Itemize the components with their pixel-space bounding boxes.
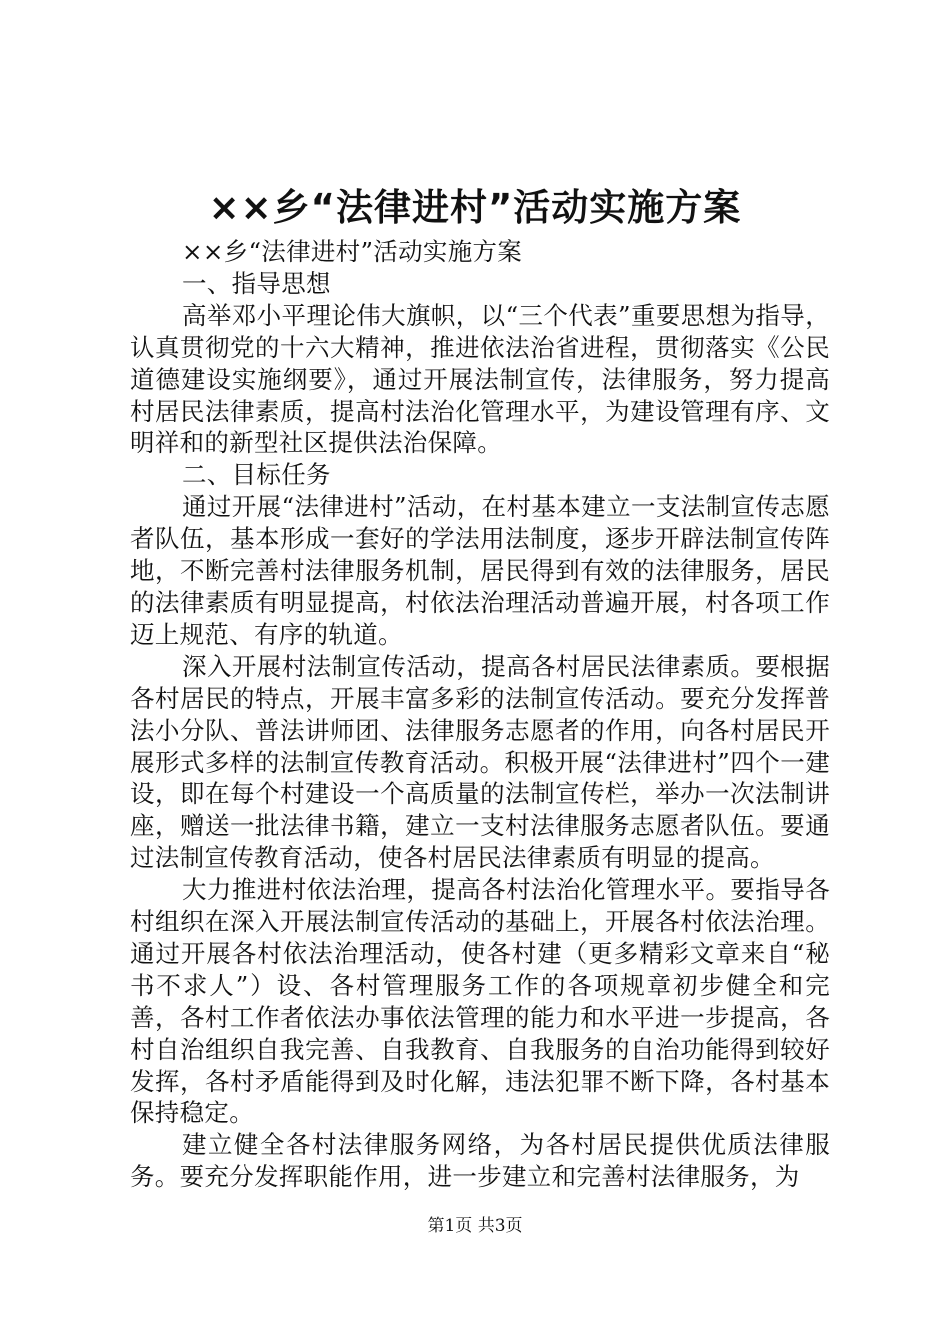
page-footer: 第1页 共3页 [427, 1216, 523, 1236]
document-body [130, 236, 830, 1193]
body-paragraph: 大力推进村依法治理，提高各村法治化管理水平。要指导各村组织在深入开展法制宣传活动的基础上，开展各村依法治理。通过开展各村依法治理活动，使各村建（更多精彩文章来自“秘书不求人”）设、各村管理服务工作的各项规章初步健全和完善，各村工作者依法办事依法管理的能力和水平进一步提高，各村自治组织自我完善、自我教育、自我服务的自治功能得到较好发挥，各村矛盾能得到及时化解，违法犯罪不断下降，各村基本保持稳定。 [130, 875, 831, 1128]
body-paragraph: 通过开展“法律进村”活动，在村基本建立一支法制宣传志愿者队伍，基本形成一套好的学法用法制度，逐步开辟法制宣传阵地，不断完善村法律服务机制，居民得到有效的法律服务，居民的法律素质有明显提高，村依法治理活动普遍开展，村各项工作迈上规范、有序的轨道。 [130, 492, 830, 649]
section-heading: 二、目标任务 [182, 460, 331, 490]
body-paragraph: 深入开展村法制宣传活动，提高各村居民法律素质。要根据各村居民的特点，开展丰富多彩的法制宣传活动。要充分发挥普法小分队、普法讲师团、法律服务志愿者的作用，向各村居民开展形式多样的法制宣传教育活动。积极开展“法律进村”四个一建设，即在每个村建设一个高质量的法制宣传栏，举办一次法制讲座，赠送一批法律书籍，建立一支村法律服务志愿者队伍。要通过法制宣传教育活动，使各村居民法律素质有明显的提高。 [130, 651, 830, 873]
section-heading: 一、指导思想 [182, 268, 331, 298]
body-paragraph: 高举邓小平理论伟大旗帜，以“三个代表”重要思想为指导，认真贯彻党的十六大精神，推进依法治省进程，贯彻落实《公民道德建设实施纲要》，通过开展法制宣传，法律服务，努力提高村居民法律素质，提高村法治化管理水平，为建设管理有序、文明祥和的新型社区提供法治保障。 [130, 300, 830, 458]
body-paragraph: 建立健全各村法律服务网络，为各村居民提供优质法律服务。要充分发挥职能作用，进一步建立和完善村法律服务，为 [130, 1130, 830, 1192]
document-title: ××乡“法律进村”活动实施方案 [208, 186, 742, 229]
body-paragraph: ××乡“法律进村”活动实施方案 [182, 237, 523, 266]
